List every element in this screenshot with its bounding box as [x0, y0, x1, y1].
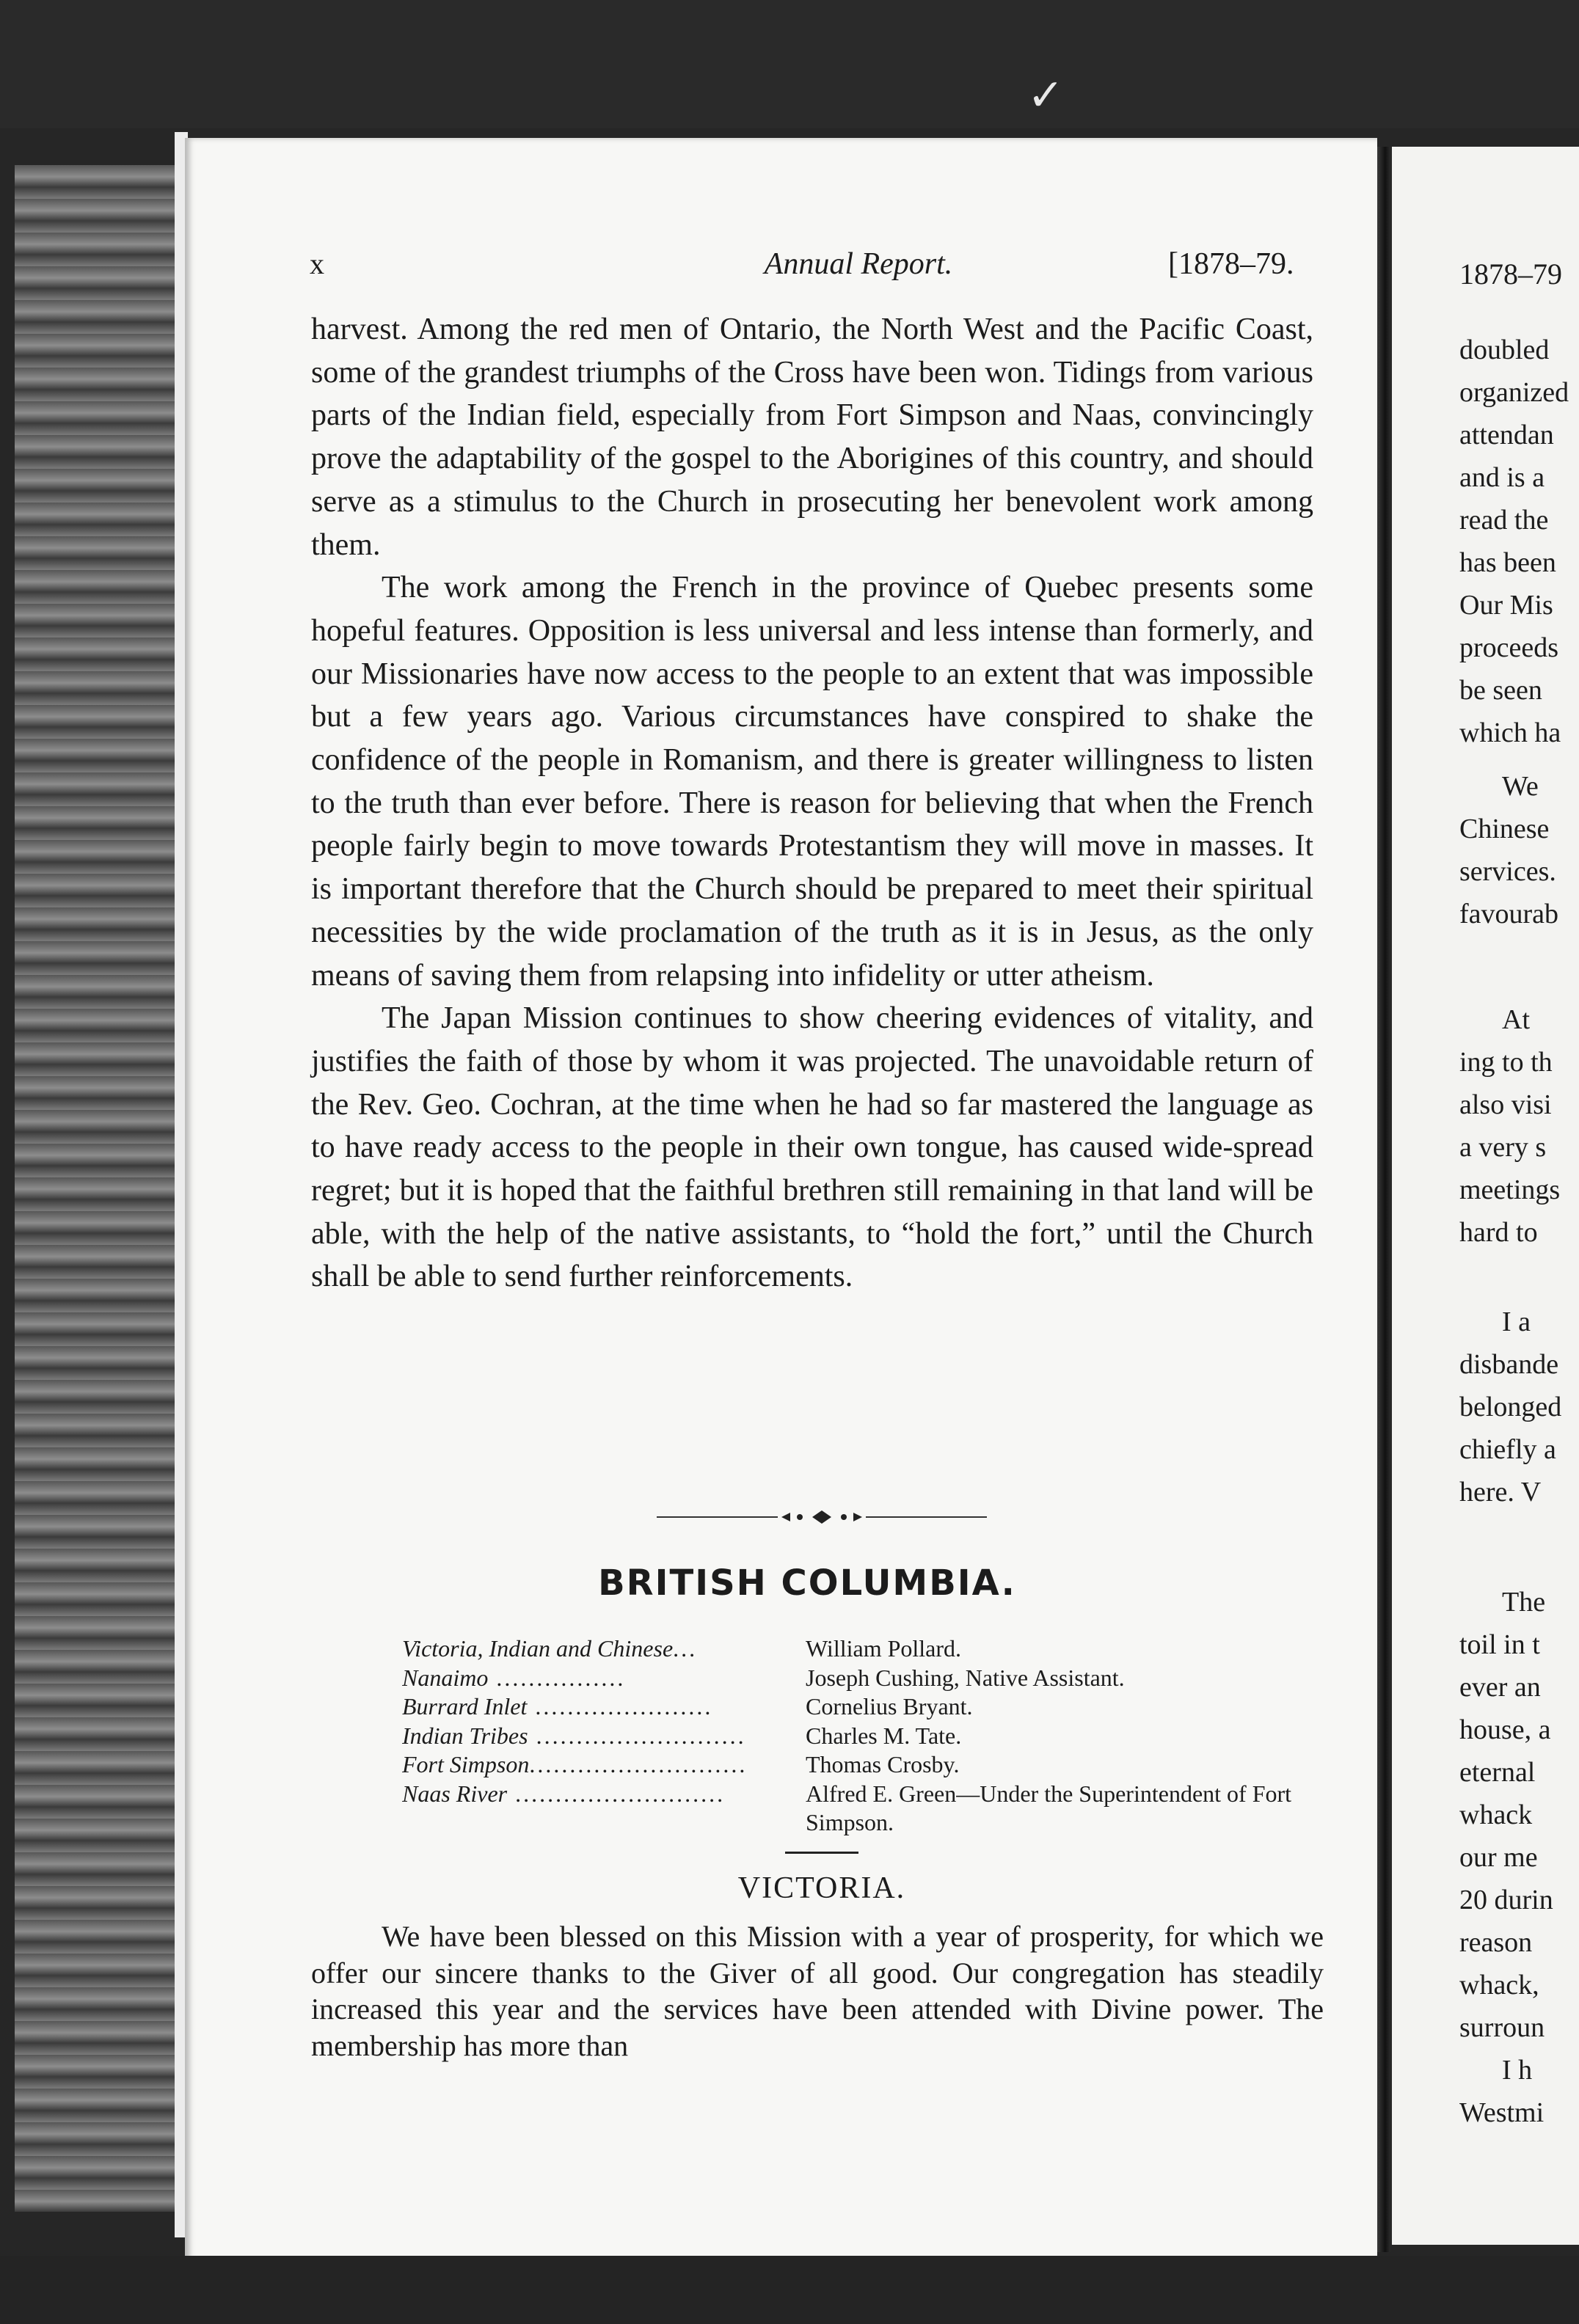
- facing-page: [1392, 147, 1579, 2245]
- station-minister: Thomas Crosby.: [806, 1751, 960, 1777]
- station-place: Victoria, Indian and Chinese...: [402, 1635, 698, 1662]
- body-text: [311, 308, 1313, 1298]
- facing-page-line: toil in t: [1459, 1629, 1540, 1660]
- facing-page-line: I h: [1502, 2055, 1533, 2086]
- paragraph-victoria: We have been blessed on this Mission with a year of prosperity, for which we offer our sincere thanks to the Giver of all good. Our congregation has steadily increased this year and the services have been attended with Divine power. The membership has more than: [311, 1920, 1324, 2062]
- facing-page-line: We: [1502, 771, 1539, 802]
- station-place: Naas River ..........................: [402, 1780, 726, 1807]
- scan-background-top: [0, 0, 1579, 128]
- station-minister: Alfred E. Green—Under the Superintendent of Fort Simpson.: [806, 1780, 1292, 1835]
- facing-page-line: reason: [1459, 1927, 1533, 1958]
- facing-page-line: whack,: [1459, 1970, 1539, 2000]
- facing-page-line: here. V: [1459, 1477, 1542, 1508]
- section-divider-ornament: [657, 1502, 987, 1532]
- facing-page-line: ever an: [1459, 1672, 1541, 1703]
- station-row: [402, 1722, 1319, 1751]
- facing-page-line: Westmi: [1459, 2097, 1545, 2128]
- facing-page-line: be seen: [1459, 675, 1542, 706]
- facing-page-line: ing to th: [1459, 1047, 1553, 1078]
- facing-page-line: whack: [1459, 1799, 1533, 1830]
- station-row: [402, 1634, 1319, 1664]
- facing-page-line: services.: [1459, 856, 1556, 887]
- facing-page-line: favourab: [1459, 899, 1559, 929]
- facing-page-line: which ha: [1459, 717, 1561, 748]
- paragraph-french-work: The work among the French in the province of Quebec presents some hopeful features. Opposition is less universal and less intense than formerly, and our Missionaries have now access to the people to an extent that was impossible but a few years ago. Various circumstances have conspired to shake the confidence of the people in Romanism, and there is greater willingness to listen to the truth than ever before. There is reason for believing that when the French people fairly begin to move towards Protestantism they will move in masses. It is important therefore that the Church should be prepared to meet their spiritual necessities by the wide proclamation of the truth as it is in Jesus, as the only means of saving them from relapsing into infidelity or utter atheism.: [311, 571, 1313, 993]
- station-row: [402, 1750, 1319, 1780]
- facing-page-line: The: [1502, 1587, 1546, 1618]
- facing-page-line: read the: [1459, 505, 1549, 536]
- station-minister: Joseph Cushing, Native Assistant.: [806, 1664, 1125, 1691]
- facing-page-line: and is a: [1459, 462, 1545, 493]
- facing-page-line: house, a: [1459, 1714, 1551, 1745]
- facing-page-line: our me: [1459, 1842, 1538, 1873]
- scan-mark: ✓: [1027, 71, 1065, 120]
- facing-page-line: proceeds: [1459, 632, 1559, 663]
- scan-background-bottom: [0, 2256, 1579, 2324]
- station-row: [402, 1780, 1319, 1838]
- station-place: Fort Simpson...........................: [402, 1751, 748, 1777]
- facing-page-line: belonged: [1459, 1392, 1562, 1422]
- facing-page-line: has been: [1459, 547, 1556, 578]
- book-page-edges: [15, 165, 183, 2212]
- facing-page-line: also visi: [1459, 1089, 1552, 1120]
- facing-page-line: disbande: [1459, 1349, 1559, 1380]
- page-number: x: [310, 247, 324, 280]
- station-minister: Charles M. Tate.: [806, 1722, 962, 1749]
- facing-page-line: I a: [1502, 1307, 1531, 1337]
- station-list: [402, 1634, 1319, 1838]
- station-minister: William Pollard.: [806, 1635, 962, 1662]
- facing-page-line: Chinese: [1459, 814, 1550, 844]
- facing-page-line: surroun: [1459, 2012, 1545, 2043]
- running-title: Annual Report.: [764, 247, 953, 281]
- station-minister: Cornelius Bryant.: [806, 1693, 973, 1720]
- facing-page-line: attendan: [1459, 420, 1554, 450]
- station-row: [402, 1664, 1319, 1693]
- facing-page-line: 20 durin: [1459, 1885, 1553, 1915]
- victoria-text: [311, 1918, 1324, 2064]
- subsection-title-victoria: VICTORIA.: [737, 1871, 906, 1905]
- running-year: [1878–79.: [1168, 247, 1294, 281]
- facing-page-line: doubled: [1459, 335, 1550, 365]
- facing-page-line: eternal: [1459, 1757, 1536, 1788]
- station-place: Nanaimo ................: [402, 1664, 626, 1691]
- facing-page-header: 1878–79: [1459, 257, 1562, 290]
- subsection-rule: [785, 1852, 858, 1854]
- facing-page-line: At: [1502, 1004, 1530, 1035]
- page-header: [0, 246, 1579, 290]
- facing-page-line: organized: [1459, 377, 1569, 408]
- paragraph-japan-mission: The Japan Mission continues to show cheering evidences of vitality, and justifies the faith of those by whom it was projected. The unavoidable return of the Rev. Geo. Cochran, at the time when he had so far mastered the language as to have ready access to the people in their own tongue, has caused wide-spread regret; but it is hoped that the faithful brethren still remaining in that land will be able, with the help of the native assistants, to “hold the fort,” until the Church shall be able to send further reinforcements.: [311, 1001, 1313, 1294]
- facing-page-line: Our Mis: [1459, 590, 1553, 621]
- station-row: [402, 1692, 1319, 1722]
- station-place: Indian Tribes ..........................: [402, 1722, 746, 1749]
- facing-page-line: a very s: [1459, 1132, 1547, 1163]
- facing-page-line: hard to: [1459, 1217, 1538, 1248]
- facing-page-line: chiefly a: [1459, 1434, 1556, 1465]
- station-place: Burrard Inlet ......................: [402, 1693, 713, 1720]
- facing-page-line: meetings: [1459, 1174, 1561, 1205]
- paragraph-harvest: harvest. Among the red men of Ontario, the North West and the Pacific Coast, some of the grandest triumphs of the Cross have been won. Tidings from various parts of the Indian field, especially from Fort Simpson and Naas, convincingly prove the adaptability of the gospel to the Aborigines of this country, and should serve as a stimulus to the Church in prosecuting her benevolent work among them.: [311, 313, 1313, 562]
- book-gutter: [1377, 147, 1390, 2252]
- section-title-british-columbia: BRITISH COLUMBIA.: [598, 1563, 1016, 1604]
